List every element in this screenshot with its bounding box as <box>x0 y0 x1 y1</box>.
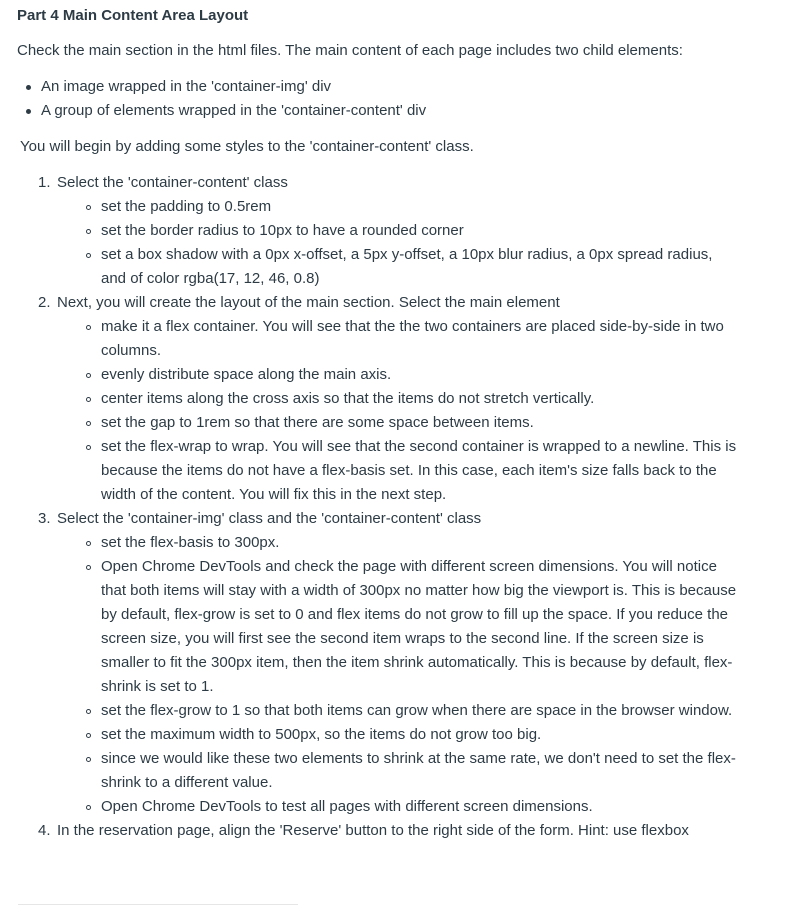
list-item: set the flex-grow to 1 so that both items can grow when there are space in the browser window. <box>57 699 738 723</box>
list-item: evenly distribute space along the main axis. <box>57 363 738 387</box>
step-text: Select the 'container-img' class and the 'container-content' class <box>57 510 482 527</box>
substeps-list <box>57 195 738 291</box>
step-1 <box>38 171 738 291</box>
list-item: set a box shadow with a 0px x-offset, a 5px y-offset, a 10px blur radius, a 0px spread radius, and of color rgba(17, 12, 46, 0.8) <box>57 243 738 291</box>
step-number: 3. <box>38 510 51 527</box>
list-item: set the maximum width to 500px, so the items do not grow too big. <box>57 723 738 747</box>
list-item: set the flex-wrap to wrap. You will see that the second container is wrapped to a newline. This is because the items do not have a flex-basis set. In this case, each item's size falls back to the width of the content. You will fix this in the next step. <box>57 435 738 507</box>
step-4 <box>38 819 738 843</box>
child-elements-list <box>17 75 426 123</box>
step-3 <box>38 507 738 819</box>
substeps-list <box>57 315 738 507</box>
list-item: set the padding to 0.5rem <box>57 195 738 219</box>
lead-paragraph: You will begin by adding some styles to the 'container-content' class. <box>20 138 474 155</box>
substeps-list <box>57 531 738 819</box>
step-number: 2. <box>38 294 51 311</box>
list-item: Open Chrome DevTools to test all pages with different screen dimensions. <box>57 795 738 819</box>
list-item: set the gap to 1rem so that there are some space between items. <box>57 411 738 435</box>
divider <box>18 904 298 905</box>
step-text: Next, you will create the layout of the main section. Select the main element <box>57 294 560 311</box>
list-item: since we would like these two elements to shrink at the same rate, we don't need to set the flex-shrink to a different value. <box>57 747 738 795</box>
step-number: 1. <box>38 174 51 191</box>
list-item: set the flex-basis to 300px. <box>57 531 738 555</box>
page-title: Part 4 Main Content Area Layout <box>17 7 249 24</box>
list-item: set the border radius to 10px to have a rounded corner <box>57 219 738 243</box>
list-item: Open Chrome DevTools and check the page with different screen dimensions. You will notice that both items will stay with a width of 300px no matter how big the viewport is. This is because by default, flex-grow is set to 0 and flex items do not grow to fill up the space. If you reduce the screen size, you will first see the second item wraps to the second line. If the screen size is smaller to fit the 300px item, then the item shrink automatically. This is because by default, flex-shrink is set to 1. <box>57 555 738 699</box>
step-2 <box>38 291 738 507</box>
list-item: make it a flex container. You will see that the the two containers are placed side-by-side in two columns. <box>57 315 738 363</box>
steps-list <box>38 171 738 843</box>
list-item: An image wrapped in the 'container-img' div <box>17 75 426 99</box>
step-text: In the reservation page, align the 'Reserve' button to the right side of the form. Hint: use flexbox <box>57 822 689 839</box>
list-item: center items along the cross axis so that the items do not stretch vertically. <box>57 387 738 411</box>
step-text: Select the 'container-content' class <box>57 174 288 191</box>
intro-paragraph: Check the main section in the html files. The main content of each page includes two child elements: <box>17 42 683 59</box>
list-item: A group of elements wrapped in the 'container-content' div <box>17 99 426 123</box>
step-number: 4. <box>38 822 51 839</box>
